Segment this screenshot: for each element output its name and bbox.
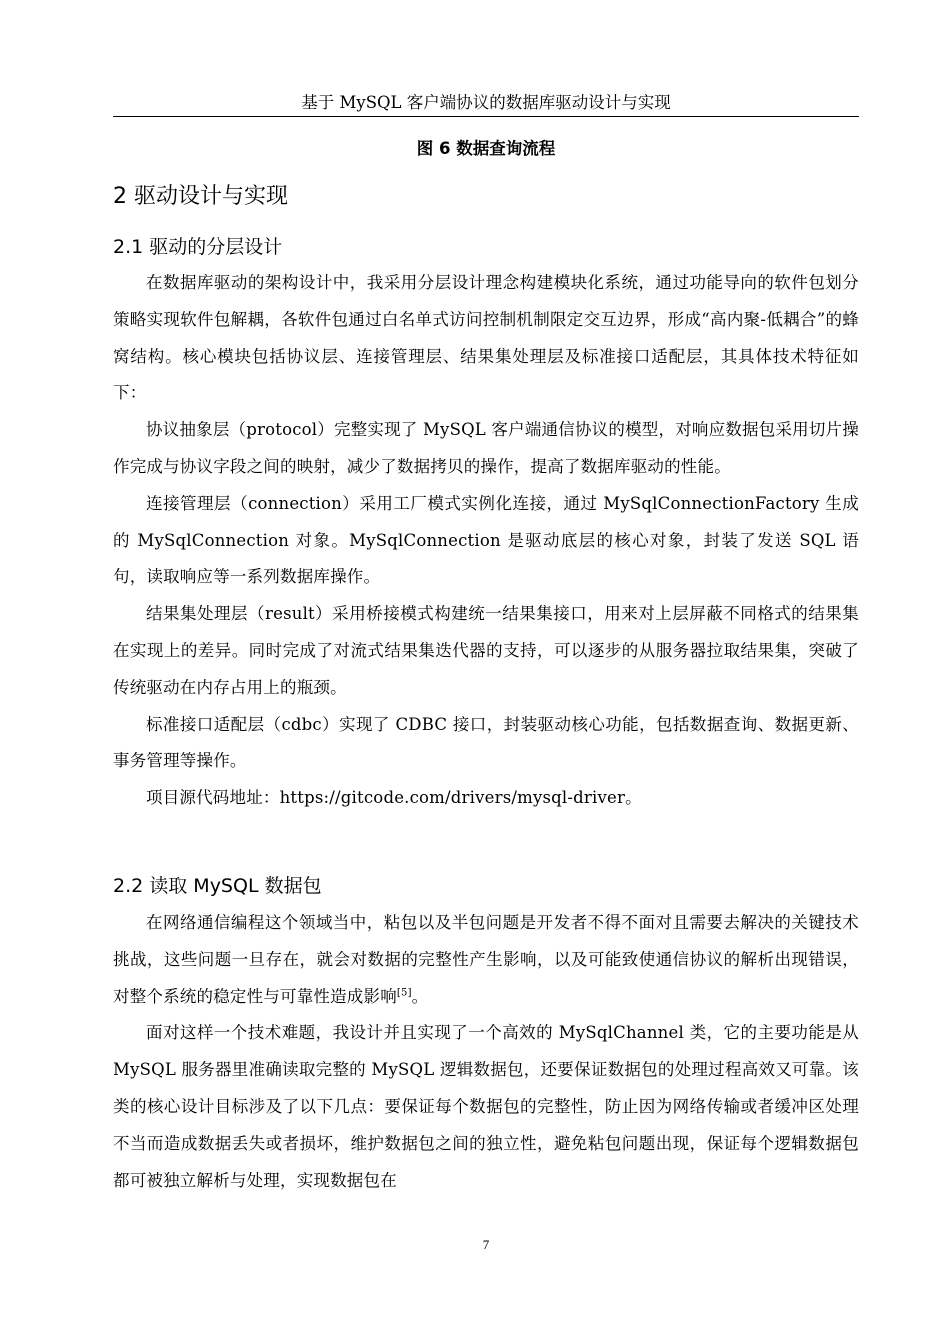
subsection-heading-2-2: 2.2 读取 MySQL 数据包 bbox=[113, 875, 322, 897]
running-header: 基于 MySQL 客户端协议的数据库驱动设计与实现 bbox=[301, 93, 671, 112]
section-heading: 2 驱动设计与实现 bbox=[113, 184, 288, 209]
paragraph-sticky-packet-text: 在网络通信编程这个领域当中，粘包以及半包问题是开发者不得不面对且需要去解决的关键技术挑战，这些问题一旦存在，就会对数据的完整性产生影响，以及可能致使通信协议的解析出现错误，对整个系统的稳定性与可靠性造成影响 bbox=[113, 913, 859, 1006]
subsection-heading-2-1: 2.1 驱动的分层设计 bbox=[113, 236, 283, 258]
paragraph-connection-layer: 连接管理层（connection）采用工厂模式实例化连接，通过 MySqlConnectionFactory 生成的 MySqlConnection 对象。MySqlConnection 是驱动底层的核心对象，封装了发送 SQL 语句，读取响应等一系列数据库操作。 bbox=[113, 493, 859, 587]
page-number: 7 bbox=[482, 1237, 490, 1252]
paragraph-sticky-packet-problem bbox=[113, 905, 859, 1015]
paragraph-sticky-packet-end: 。 bbox=[411, 986, 429, 1006]
citation-reference: [5] bbox=[396, 987, 412, 999]
subsection-2-1-body bbox=[113, 265, 859, 817]
paragraph-layered-design-intro: 在数据库驱动的架构设计中，我采用分层设计理念构建模块化系统，通过功能导向的软件包划分策略实现软件包解耦，各软件包通过白名单式访问控制机制限定交互边界，形成“高内聚-低耦合”的蜂窝结构。核心模块包括协议层、连接管理层、结果集处理层及标准接口适配层，其具体技术特征如下： bbox=[113, 273, 859, 403]
paragraph-protocol-layer: 协议抽象层（protocol）完整实现了 MySQL 客户端通信协议的模型，对响应数据包采用切片操作完成与协议字段之间的映射，减少了数据拷贝的操作，提高了数据库驱动的性能。 bbox=[113, 420, 859, 476]
subsection-2-2-body bbox=[113, 905, 859, 1199]
paragraph-mysqlchannel-design: 面对这样一个技术难题，我设计并且实现了一个高效的 MySqlChannel 类，它的主要功能是从 MySQL 服务器里准确读取完整的 MySQL 逻辑数据包，还要保证数据包的处理过程高效又可靠。该类的核心设计目标涉及了以下几点：要保证每个数据包的完整性，防止因为网络传输或者缓冲区处理不当而造成数据丢失或者损坏，维护数据包之间的独立性，避免粘包问题出现，保证每个逻辑数据包都可被独立解析与处理，实现数据包在 bbox=[113, 1023, 859, 1190]
header-rule bbox=[113, 116, 859, 117]
figure-caption: 图 6 数据查询流程 bbox=[416, 139, 556, 158]
paragraph-cdbc-layer: 标准接口适配层（cdbc）实现了 CDBC 接口，封装驱动核心功能，包括数据查询、数据更新、事务管理等操作。 bbox=[113, 714, 859, 771]
paragraph-source-url: 项目源代码地址：https://gitcode.com/drivers/mysql-driver。 bbox=[146, 788, 642, 808]
paragraph-result-layer: 结果集处理层（result）采用桥接模式构建统一结果集接口，用来对上层屏蔽不同格式的结果集在实现上的差异。同时完成了对流式结果集迭代器的支持，可以逐步的从服务器拉取结果集，突破了传统驱动在内存占用上的瓶颈。 bbox=[113, 604, 859, 697]
